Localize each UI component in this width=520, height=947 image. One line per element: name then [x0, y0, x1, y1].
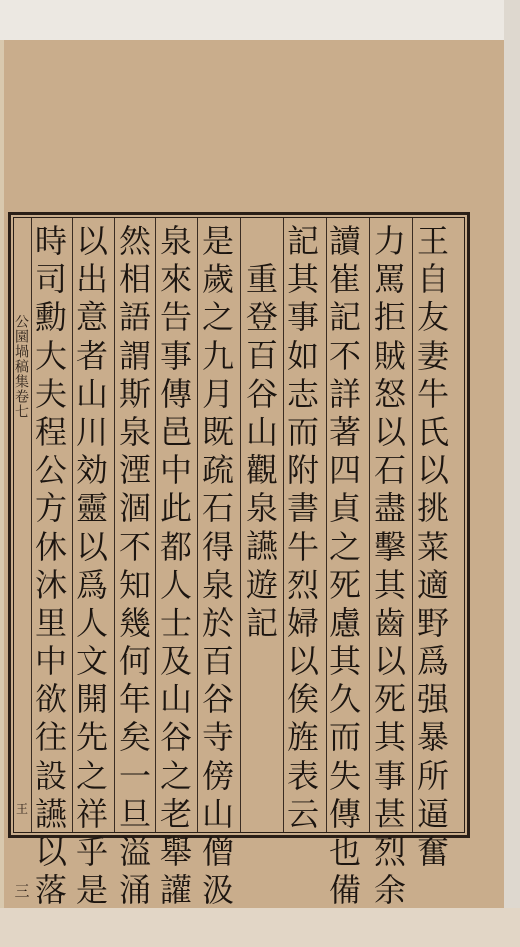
character: 所 [416, 756, 449, 795]
character: 靈 [75, 489, 108, 528]
character: 以 [373, 642, 406, 681]
character: 傳 [328, 794, 361, 833]
character: 司 [34, 260, 67, 299]
character: 怒 [373, 374, 406, 413]
character: 余 [373, 871, 406, 910]
character: 以 [416, 451, 449, 490]
character: 山 [75, 374, 108, 413]
character: 得 [201, 527, 234, 566]
character: 斯 [118, 374, 151, 413]
character: 知 [118, 565, 151, 604]
text-column [29, 222, 73, 909]
character: 川 [75, 412, 108, 451]
character: 然 [118, 222, 151, 260]
character: 記 [245, 603, 278, 642]
character: 谷 [159, 718, 192, 757]
text-column [70, 222, 114, 909]
character: 既 [201, 412, 234, 451]
character: 重 [245, 260, 278, 298]
character: 之 [201, 298, 234, 337]
character: 之 [328, 527, 361, 566]
character: 山 [245, 412, 278, 451]
character: 烈 [373, 833, 406, 871]
character: 以 [75, 222, 108, 260]
character: 都 [159, 527, 192, 566]
character: 其 [373, 565, 406, 604]
gutter-title: 公園堝稿集卷七 [13, 314, 29, 419]
character: 泉 [159, 222, 192, 260]
character: 往 [34, 718, 67, 757]
character: 夫 [34, 374, 67, 413]
character: 烈 [286, 565, 319, 604]
character: 婦 [286, 603, 319, 642]
character: 涌 [118, 871, 151, 910]
character: 事 [286, 298, 319, 337]
character: 菜 [416, 527, 449, 566]
character: 矣 [118, 718, 151, 757]
character: 挑 [416, 489, 449, 528]
character: 落 [34, 871, 67, 910]
character: 也 [328, 833, 361, 871]
character: 甚 [373, 794, 406, 833]
character: 山 [201, 794, 234, 833]
text-column [113, 222, 157, 909]
character: 里 [34, 603, 67, 642]
text-column [368, 222, 412, 909]
character: 罵 [373, 260, 406, 299]
character: 石 [373, 451, 406, 490]
character: 書 [286, 489, 319, 528]
character: 邑 [159, 412, 192, 451]
character: 人 [159, 565, 192, 604]
character: 牛 [416, 374, 449, 413]
page-bottom-margin [0, 908, 520, 947]
character: 汲 [201, 871, 234, 910]
character: 月 [201, 374, 234, 413]
gutter-footer: 王 [15, 802, 28, 816]
character: 自 [416, 260, 449, 299]
character: 志 [286, 374, 319, 413]
character: 時 [34, 222, 67, 260]
character: 程 [34, 412, 67, 451]
character: 暴 [416, 718, 449, 757]
character: 石 [201, 489, 234, 528]
character: 是 [201, 222, 234, 260]
character: 百 [201, 642, 234, 681]
character: 不 [118, 527, 151, 566]
character: 以 [34, 833, 67, 871]
character: 遊 [245, 565, 278, 604]
character: 不 [328, 336, 361, 375]
character: 野 [416, 603, 449, 642]
character: 沐 [34, 565, 67, 604]
character: 公 [34, 451, 67, 490]
character: 拒 [373, 298, 406, 337]
character: 其 [328, 642, 361, 681]
character: 旦 [118, 794, 151, 833]
character: 著 [328, 412, 361, 451]
character: 谷 [201, 680, 234, 719]
character: 氏 [416, 412, 449, 451]
text-column [281, 222, 325, 833]
section-heading [240, 260, 284, 642]
character: 傳 [159, 374, 192, 413]
character: 出 [75, 260, 108, 299]
character: 溢 [118, 833, 151, 871]
character: 死 [328, 565, 361, 604]
character: 盡 [373, 489, 406, 528]
character: 來 [159, 260, 192, 299]
character: 奮 [416, 833, 449, 871]
character: 九 [201, 336, 234, 375]
character: 四 [328, 451, 361, 490]
character: 何 [118, 642, 151, 681]
character: 舉 [159, 833, 192, 871]
character: 觀 [245, 450, 278, 489]
character: 王 [416, 222, 449, 260]
character: 中 [159, 451, 192, 490]
character: 牛 [286, 527, 319, 566]
character: 爲 [75, 565, 108, 604]
character: 詳 [328, 374, 361, 413]
character: 年 [118, 680, 151, 719]
character: 以 [286, 642, 319, 681]
character: 齒 [373, 603, 406, 642]
character: 事 [373, 756, 406, 795]
text-column [323, 222, 367, 909]
character: 湮 [118, 451, 151, 490]
character: 其 [286, 260, 319, 299]
character: 崔 [328, 260, 361, 299]
character: 意 [75, 298, 108, 337]
character: 云 [286, 794, 319, 833]
character: 泉 [118, 412, 151, 451]
character: 事 [159, 336, 192, 375]
character: 俟 [286, 680, 319, 719]
character: 勳 [34, 298, 67, 337]
character: 擊 [373, 527, 406, 566]
character: 文 [75, 642, 108, 681]
character: 欲 [34, 680, 67, 719]
character: 一 [118, 756, 151, 795]
character: 記 [328, 298, 361, 337]
page-number: 三 [14, 882, 30, 900]
character: 記 [286, 222, 319, 260]
character: 相 [118, 260, 151, 299]
character: 力 [373, 222, 406, 260]
character: 者 [75, 336, 108, 375]
character: 士 [159, 603, 192, 642]
character: 疏 [201, 451, 234, 490]
character: 登 [245, 298, 278, 337]
character: 告 [159, 298, 192, 337]
character: 爲 [416, 642, 449, 681]
character: 百 [245, 336, 278, 375]
character: 谷 [245, 374, 278, 413]
character: 泉 [201, 565, 234, 604]
character: 乎 [75, 833, 108, 871]
character: 謂 [118, 336, 151, 375]
character: 方 [34, 489, 67, 528]
character: 貞 [328, 489, 361, 528]
character: 歲 [201, 260, 234, 299]
binding-edge [504, 0, 520, 947]
character: 傍 [201, 756, 234, 795]
character: 山 [159, 680, 192, 719]
character: 以 [373, 412, 406, 451]
character: 賊 [373, 336, 406, 375]
text-column [196, 222, 240, 909]
character: 適 [416, 565, 449, 604]
character: 妻 [416, 336, 449, 375]
character: 以 [75, 527, 108, 566]
character: 讌 [34, 794, 67, 833]
character: 之 [159, 756, 192, 795]
character: 寺 [201, 718, 234, 757]
character: 於 [201, 603, 234, 642]
character: 而 [286, 412, 319, 451]
character: 久 [328, 680, 361, 719]
character: 讙 [159, 871, 192, 910]
character: 開 [75, 680, 108, 719]
character: 旌 [286, 718, 319, 757]
character: 祥 [75, 794, 108, 833]
character: 强 [416, 680, 449, 719]
page-top-margin [0, 0, 520, 40]
text-column [411, 222, 455, 871]
character: 設 [34, 756, 67, 795]
character: 中 [34, 642, 67, 681]
character: 附 [286, 451, 319, 490]
character: 涸 [118, 489, 151, 528]
character: 其 [373, 718, 406, 757]
text-column [154, 222, 198, 909]
character: 老 [159, 794, 192, 833]
character: 人 [75, 603, 108, 642]
character: 之 [75, 756, 108, 795]
character: 慮 [328, 603, 361, 642]
character: 先 [75, 718, 108, 757]
character: 友 [416, 298, 449, 337]
character: 語 [118, 298, 151, 337]
character: 讀 [328, 222, 361, 260]
character: 是 [75, 871, 108, 910]
character: 効 [75, 451, 108, 490]
character: 讌 [245, 527, 278, 566]
character: 休 [34, 527, 67, 566]
character: 表 [286, 756, 319, 795]
character: 此 [159, 489, 192, 528]
character: 及 [159, 642, 192, 681]
character: 死 [373, 680, 406, 719]
character: 如 [286, 336, 319, 375]
character: 而 [328, 718, 361, 757]
character: 僧 [201, 833, 234, 871]
character: 逼 [416, 794, 449, 833]
character: 泉 [245, 489, 278, 528]
character: 備 [328, 871, 361, 910]
character: 失 [328, 756, 361, 795]
character: 幾 [118, 603, 151, 642]
character: 大 [34, 336, 67, 375]
